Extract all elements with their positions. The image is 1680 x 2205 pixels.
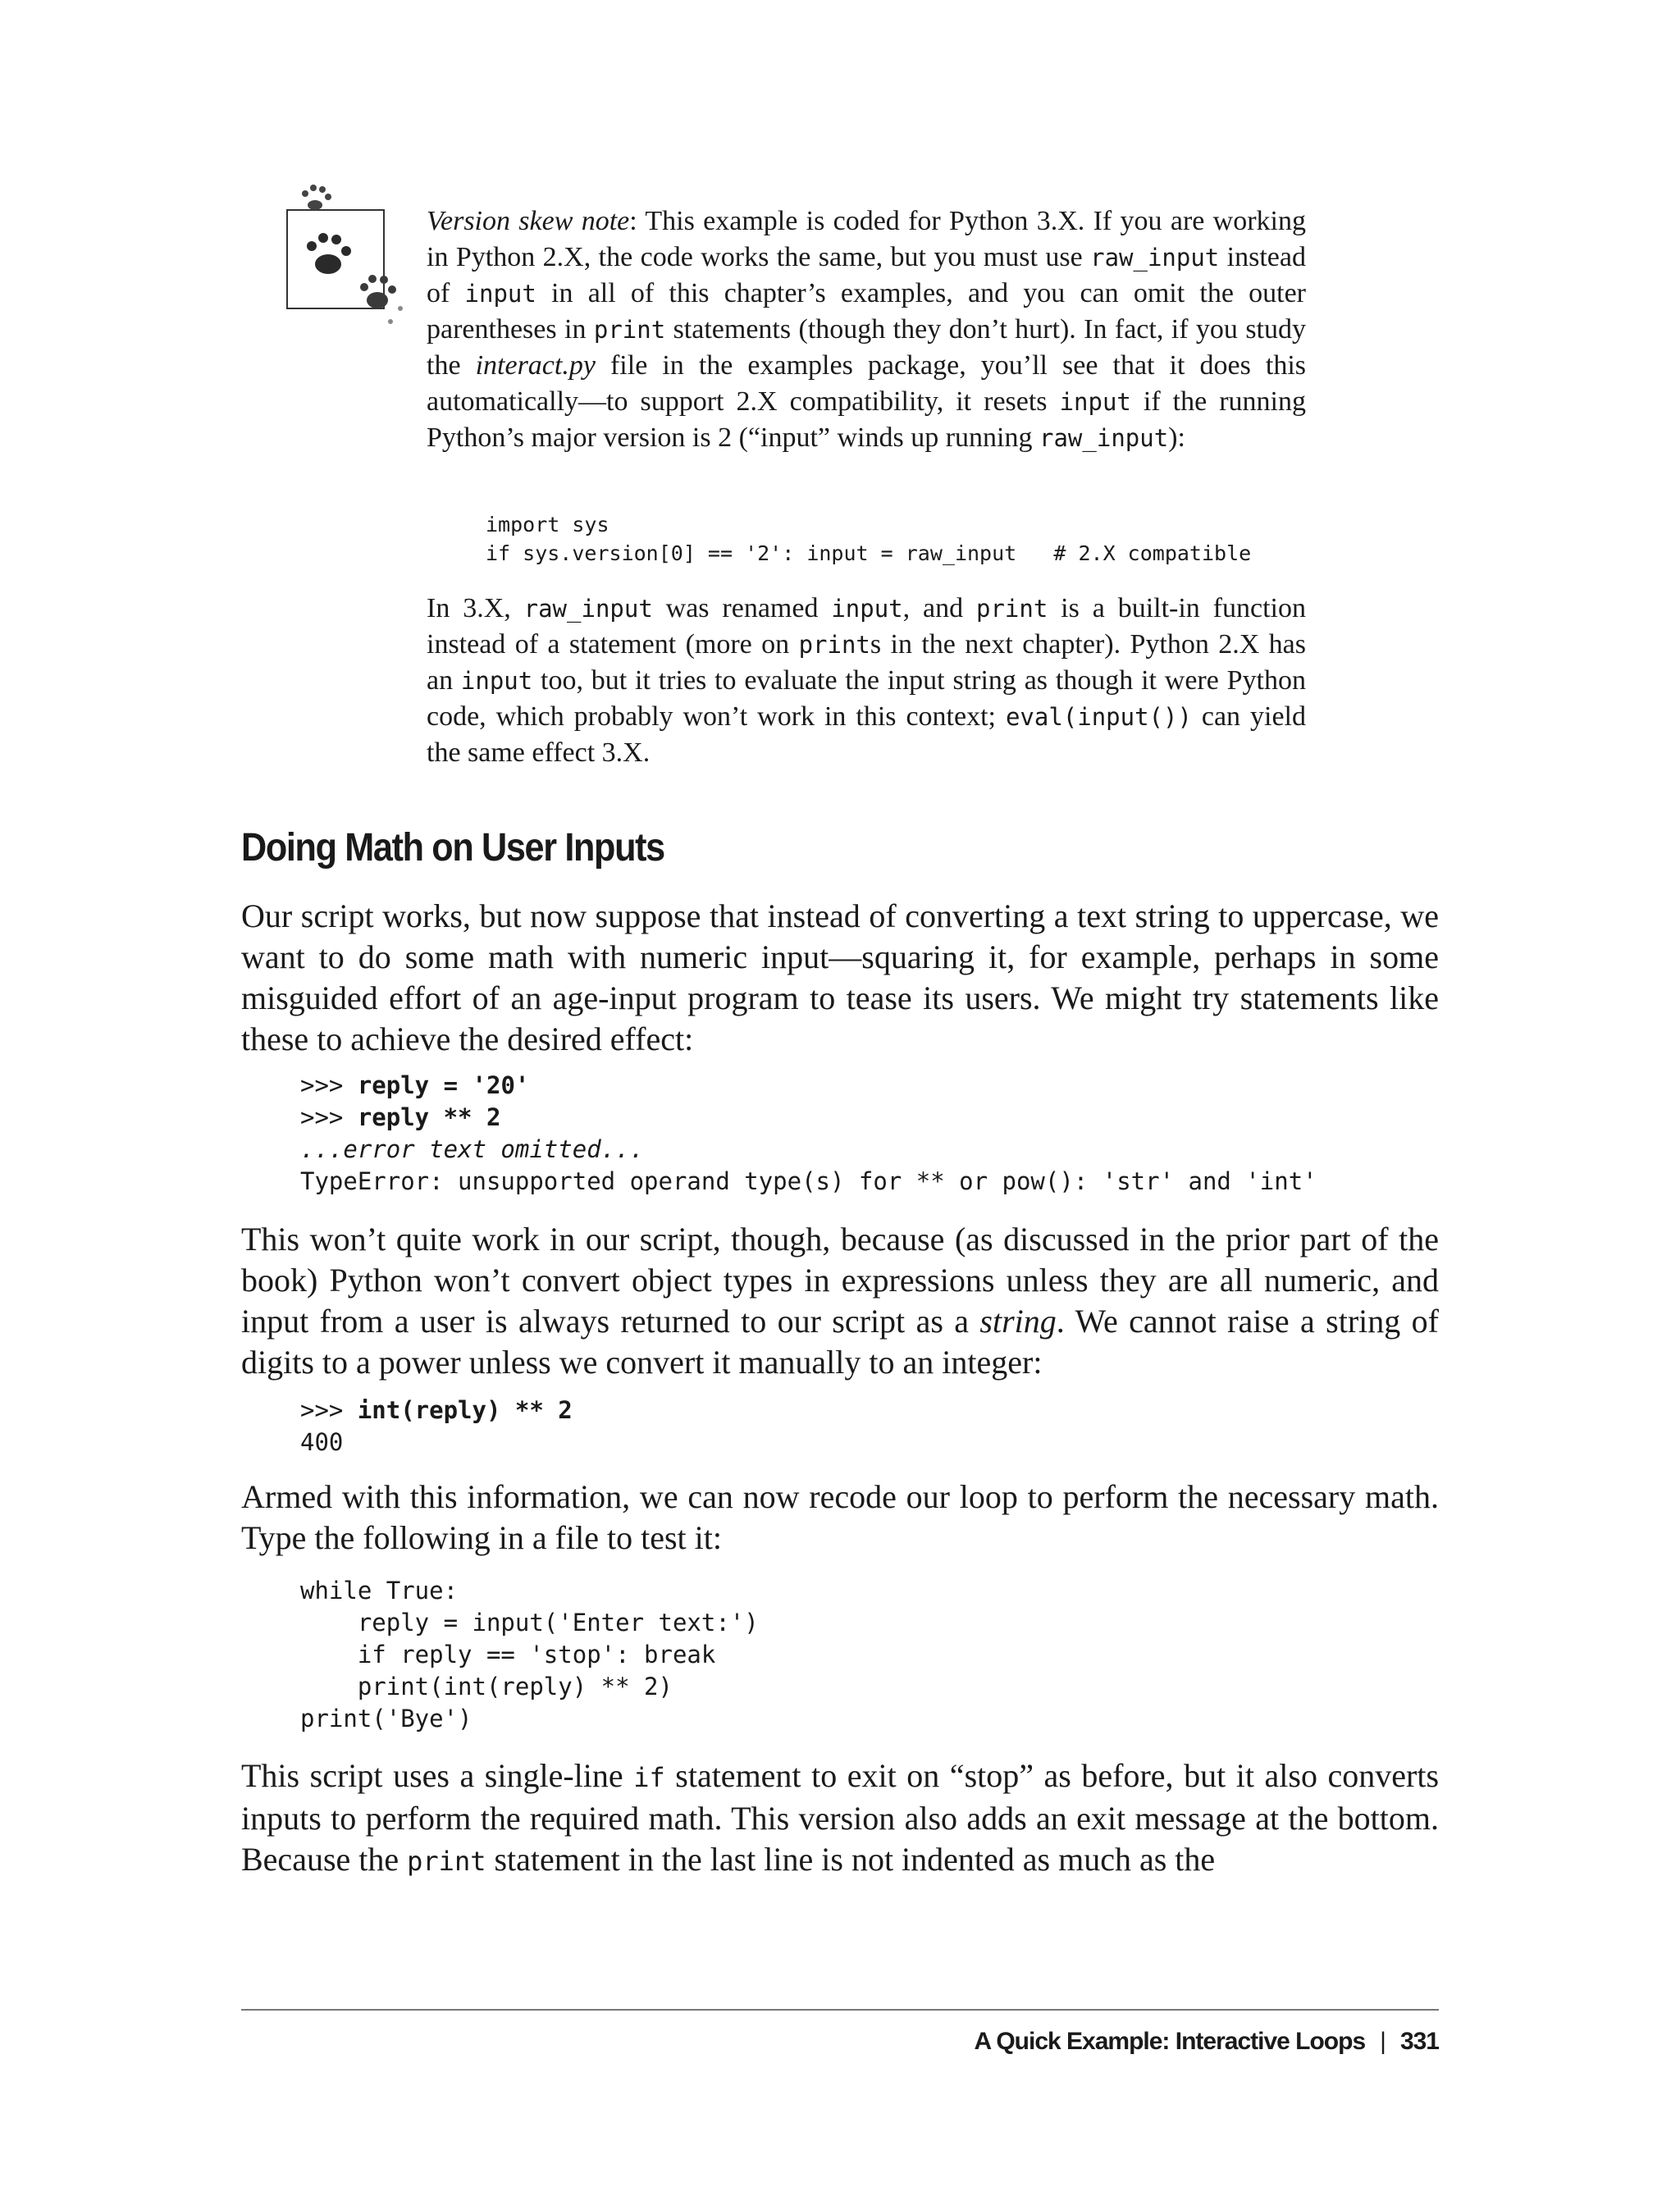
code-token: print('Bye') bbox=[300, 1705, 472, 1732]
inline-code: input bbox=[831, 595, 903, 623]
code-token: if reply == 'stop': break bbox=[300, 1641, 716, 1669]
inline-code: raw_input bbox=[1039, 424, 1169, 452]
code-token: ...error text omitted... bbox=[300, 1135, 645, 1163]
emphasis-text: interact.py bbox=[475, 350, 596, 381]
code-line bbox=[300, 1705, 472, 1732]
text-run: too, but it tries to evaluate the input string as though it were Python code, which probably won’t work in this context; bbox=[427, 665, 1306, 732]
code-token: reply ** 2 bbox=[357, 1103, 501, 1131]
inline-code: raw_input bbox=[523, 595, 653, 623]
text-run: , and bbox=[902, 593, 976, 623]
text-run: ): bbox=[1168, 422, 1185, 453]
note-paragraph-2 bbox=[427, 591, 1306, 771]
code-token: int(reply) ** 2 bbox=[357, 1396, 573, 1424]
code-line bbox=[300, 1135, 644, 1163]
text-run: if the running Python’s major version is 2 (“input” winds up running bbox=[427, 386, 1307, 453]
text-run: can yield the same effect 3.X. bbox=[427, 701, 1306, 768]
inline-code: if bbox=[633, 1762, 665, 1793]
inline-code: print bbox=[593, 316, 666, 344]
code-token: 400 bbox=[300, 1428, 344, 1456]
text-run: is a built-in function instead of a statement (more on bbox=[427, 593, 1306, 660]
inline-code: raw_input bbox=[1090, 244, 1220, 272]
code-block-2 bbox=[300, 1395, 573, 1459]
note-paragraph-1 bbox=[427, 203, 1306, 456]
body-paragraph-2 bbox=[241, 1219, 1439, 1383]
code-token: while True: bbox=[300, 1577, 459, 1605]
code-line bbox=[300, 1641, 715, 1669]
code-token: reply = input('Enter text:') bbox=[300, 1609, 759, 1637]
code-block-1 bbox=[300, 1070, 1317, 1198]
text-run: Our script works, but now suppose that instead of converting a text string to uppercase, we want to do some math with numeric input—squaring it, for example, perhaps in some misguided effort of an age-input program to tease its users. We might try statements like these to achieve the desired effect: bbox=[241, 897, 1439, 1057]
code-line bbox=[300, 1673, 673, 1701]
running-footer-title: A Quick Example: Interactive Loops bbox=[974, 2028, 1366, 2055]
code-line bbox=[300, 1103, 500, 1131]
text-run: was renamed bbox=[652, 593, 832, 623]
text-run: in all of this chapter’s examples, and you can omit the outer parentheses in bbox=[427, 278, 1306, 345]
inline-code: eval(input()) bbox=[1005, 703, 1192, 731]
code-token: print(int(reply) ** 2) bbox=[300, 1673, 673, 1701]
code-token: >>> bbox=[300, 1103, 358, 1131]
inline-code: input bbox=[464, 280, 536, 308]
emphasis-text: Version skew note bbox=[427, 206, 630, 236]
code-line bbox=[300, 1609, 759, 1637]
code-block-3 bbox=[300, 1575, 759, 1735]
raccoon-paw-prints-icon bbox=[277, 177, 425, 333]
version-skew-note bbox=[427, 203, 1306, 456]
code-line bbox=[300, 1577, 458, 1605]
text-run: In 3.X, bbox=[427, 593, 524, 623]
code-line bbox=[300, 1071, 529, 1099]
emphasis-text: string bbox=[979, 1303, 1057, 1340]
code-token: reply = '20' bbox=[357, 1071, 530, 1099]
body-paragraph-1 bbox=[241, 896, 1439, 1060]
body-paragraph-4 bbox=[241, 1755, 1439, 1882]
code-line bbox=[300, 1167, 1317, 1195]
text-run: instead of bbox=[427, 242, 1306, 308]
text-run: file in the examples package, you’ll see that it does this automatically—to support 2.X compatibility, it resets bbox=[427, 350, 1306, 417]
section-heading: Doing Math on User Inputs bbox=[241, 826, 664, 870]
page-footer bbox=[241, 2028, 1439, 2056]
body-paragraph-3 bbox=[241, 1477, 1439, 1559]
code-line bbox=[300, 1396, 573, 1424]
footer-divider bbox=[241, 2009, 1439, 2011]
text-run: s in the next chapter). Python 2.X has an bbox=[427, 629, 1306, 696]
inline-code: input bbox=[460, 667, 533, 695]
inline-code: input bbox=[1059, 388, 1131, 416]
text-run: : This example is coded for Python 3.X. If you are working in Python 2.X, the code works the same, but you must use bbox=[427, 206, 1306, 272]
code-token: TypeError: unsupported operand type(s) for ** or pow(): 'str' and 'int' bbox=[300, 1167, 1317, 1195]
text-run: Armed with this information, we can now recode our loop to perform the necessary math. Type the following in a file to test it: bbox=[241, 1478, 1439, 1556]
text-run: . We cannot raise a string of digits to a power unless we convert it manually to an integer: bbox=[241, 1303, 1440, 1381]
inline-code: print bbox=[975, 595, 1048, 623]
code-line bbox=[300, 1428, 343, 1456]
page-number: 331 bbox=[1399, 2028, 1439, 2055]
text-run: This script uses a single-line bbox=[241, 1757, 634, 1794]
note-code-block: import sys if sys.version[0] == '2': input = raw_input # 2.X compatible bbox=[486, 513, 1252, 565]
inline-code: print bbox=[407, 1846, 486, 1877]
text-run: This won’t quite work in our script, though, because (as discussed in the prior part of the book) Python won’t convert object types in expressions unless they are all numeric, and input from a user is always returned to our script as a bbox=[241, 1221, 1439, 1340]
code-token: >>> bbox=[300, 1396, 358, 1424]
text-run: statement in the last line is not indented as much as the bbox=[486, 1841, 1216, 1878]
text-run: statement to exit on “stop” as before, but it also converts inputs to perform the required math. This version also adds an exit message at the bottom. Because the bbox=[241, 1757, 1440, 1878]
inline-code: print bbox=[798, 631, 870, 659]
footer-separator: | bbox=[1380, 2028, 1386, 2055]
code-token: >>> bbox=[300, 1071, 358, 1099]
version-skew-note-continued bbox=[427, 591, 1306, 771]
text-run: statements (though they don’t hurt). In fact, if you study the bbox=[427, 314, 1306, 381]
